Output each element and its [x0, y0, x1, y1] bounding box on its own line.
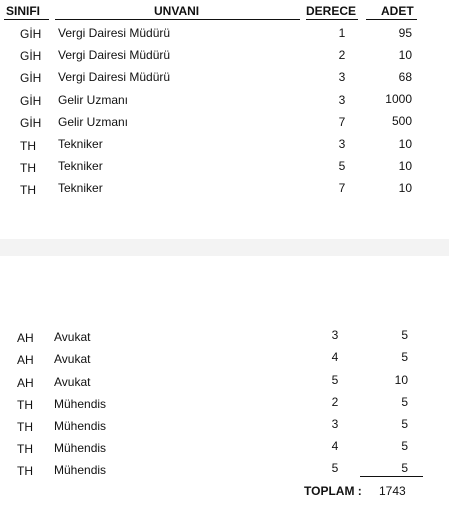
column-header-derece: DERECE — [306, 4, 357, 18]
cell-sinifi: TH — [20, 183, 36, 197]
cell-sinifi: TH — [17, 464, 33, 478]
column-header-unvani: UNVANI — [154, 4, 200, 18]
cell-unvani: Tekniker — [58, 159, 103, 173]
cell-adet: 10 — [398, 159, 412, 173]
cell-sinifi: GİH — [20, 27, 42, 41]
cell-sinifi: GİH — [20, 116, 42, 130]
column-header-sinifi: SINIFI — [6, 4, 41, 18]
cell-adet: 5 — [401, 461, 408, 475]
cell-derece: 5 — [331, 373, 339, 387]
column-header-adet: ADET — [381, 4, 414, 18]
header-underline-sinifi — [4, 19, 49, 20]
cell-sinifi: GİH — [20, 94, 42, 108]
cell-unvani: Tekniker — [58, 137, 103, 151]
cell-unvani: Mühendis — [54, 463, 107, 477]
page-separator — [0, 239, 449, 256]
cell-unvani: Avukat — [54, 375, 91, 389]
cell-derece: 3 — [338, 137, 346, 151]
cell-adet: 5 — [401, 395, 408, 409]
total-value: 1743 — [379, 484, 406, 498]
cell-sinifi: TH — [17, 398, 33, 412]
cell-unvani: Vergi Dairesi Müdürü — [58, 70, 171, 84]
header-underline-adet — [366, 19, 417, 20]
cell-derece: 7 — [338, 181, 346, 195]
cell-adet: 10 — [398, 48, 412, 62]
cell-adet: 10 — [398, 137, 412, 151]
cell-unvani: Gelir Uzmanı — [58, 93, 129, 107]
cell-unvani: Vergi Dairesi Müdürü — [58, 48, 171, 62]
cell-sinifi: AH — [17, 331, 34, 345]
cell-unvani: Mühendis — [54, 441, 107, 455]
cell-derece: 7 — [338, 115, 346, 129]
cell-adet: 5 — [401, 439, 408, 453]
cell-unvani: Mühendis — [54, 397, 107, 411]
cell-sinifi: TH — [20, 161, 36, 175]
cell-derece: 5 — [331, 461, 339, 475]
cell-adet: 10 — [394, 373, 408, 387]
cell-derece: 3 — [331, 417, 339, 431]
cell-sinifi: TH — [20, 139, 36, 153]
cell-adet: 5 — [401, 417, 408, 431]
cell-derece: 3 — [338, 70, 346, 84]
cell-adet: 10 — [398, 181, 412, 195]
cell-derece: 4 — [331, 439, 339, 453]
cell-unvani: Vergi Dairesi Müdürü — [58, 26, 171, 40]
header-underline-unvani — [55, 19, 300, 20]
cell-sinifi: GİH — [20, 49, 42, 63]
cell-adet: 500 — [391, 114, 412, 128]
cell-derece: 2 — [338, 48, 346, 62]
cell-sinifi: AH — [17, 376, 34, 390]
cell-adet: 68 — [398, 70, 412, 84]
cell-adet: 5 — [401, 350, 408, 364]
cell-sinifi: TH — [17, 442, 33, 456]
cell-sinifi: TH — [17, 420, 33, 434]
total-label: TOPLAM : — [304, 484, 362, 498]
cell-derece: 3 — [331, 328, 339, 342]
cell-derece: 5 — [338, 159, 346, 173]
header-underline-derece — [306, 19, 358, 20]
cell-sinifi: GİH — [20, 71, 42, 85]
cell-unvani: Gelir Uzmanı — [58, 115, 129, 129]
cell-unvani: Mühendis — [54, 419, 107, 433]
cell-adet: 1000 — [385, 92, 412, 106]
cell-sinifi: AH — [17, 353, 34, 367]
cell-unvani: Tekniker — [58, 181, 103, 195]
cell-unvani: Avukat — [54, 330, 91, 344]
cell-derece: 4 — [331, 350, 339, 364]
cell-derece: 3 — [338, 93, 346, 107]
cell-adet: 5 — [401, 328, 408, 342]
cell-unvani: Avukat — [54, 352, 91, 366]
cell-adet: 95 — [398, 26, 412, 40]
total-rule — [360, 476, 423, 477]
cell-derece: 1 — [338, 26, 346, 40]
cell-derece: 2 — [331, 395, 339, 409]
